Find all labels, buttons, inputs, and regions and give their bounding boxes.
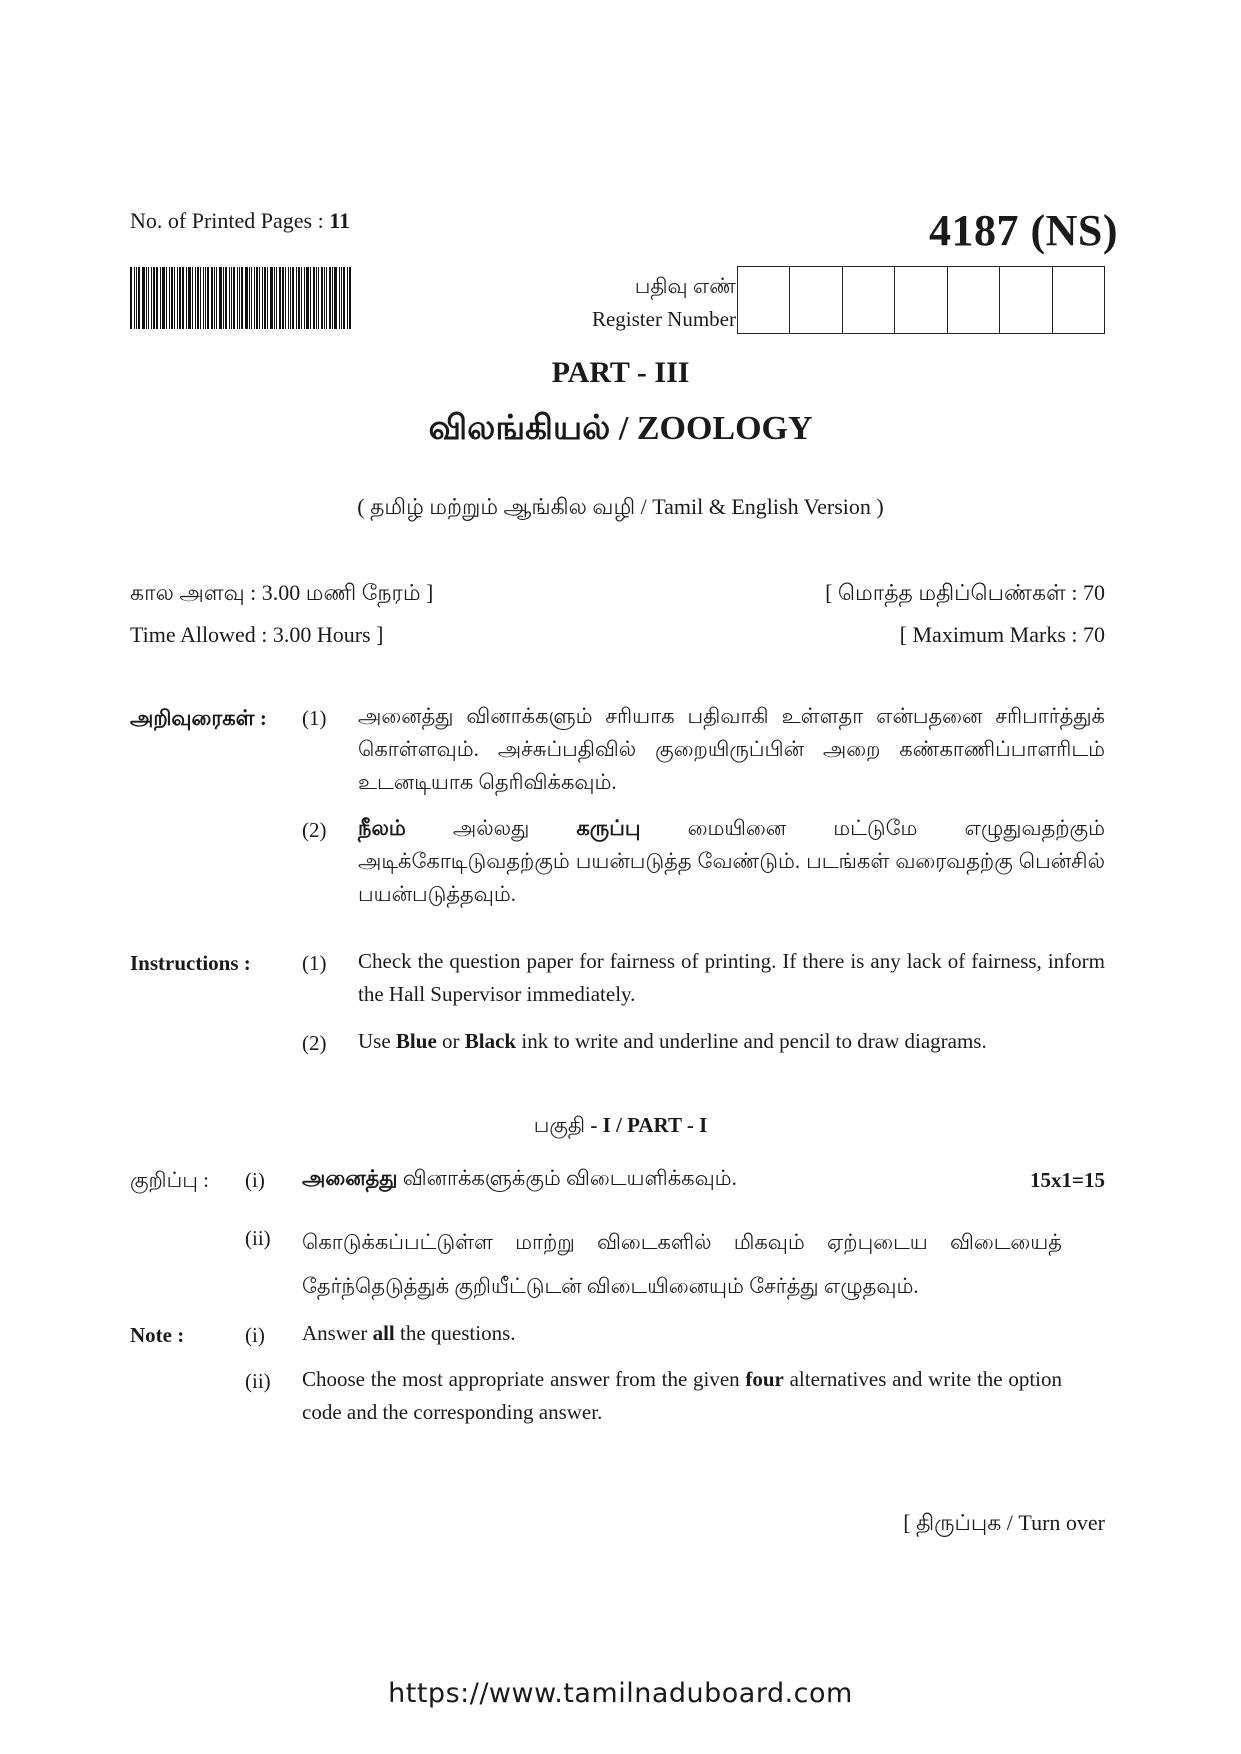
register-digit-box [790,267,842,333]
register-digit-box [843,267,895,333]
note-number: (i) [245,1168,265,1192]
barcode-bar [301,267,302,329]
instructions-tamil-label: அறிவுரைகள் : [130,706,267,730]
barcode-bar [256,267,258,329]
instruction-tamil-1: அனைத்து வினாக்களும் சரியாக பதிவாகி உள்ளதா என்பதனை சரிபார்த்துக் கொள்ளவும். அச்சுப்பதிவில் குறையிருப்பின் அறை கண்காணிப்பாளரிடம் உடனடியாக தெரிவிக்கவும். [358,704,1105,794]
barcode-bar [262,267,263,329]
barcode-bar [130,267,132,329]
barcode-bar [162,267,165,329]
version-line: ( தமிழ் மற்றும் ஆங்கில வழி / Tamil & English Version ) [357,494,884,519]
barcode-bar [211,267,213,329]
subject-title: விலங்கியல் / ZOOLOGY [428,410,813,447]
blue-ink-word: நீலம் [358,816,406,840]
barcode-bar [138,267,140,329]
barcode-bar [156,267,158,329]
instruction-number: (2) [302,1031,327,1055]
printed-pages-label: No. of Printed Pages : [130,208,324,233]
barcode-bar [288,267,289,329]
barcode-bar [223,267,224,329]
barcode-bar [188,267,191,329]
paper-code: 4187 (NS) [928,206,1118,255]
register-number-label [592,270,736,336]
register-digit-box [738,267,790,333]
barcode-bar [259,267,260,329]
barcode-bar [174,267,175,329]
note-number: (i) [245,1323,265,1347]
barcode-bar [177,267,178,329]
barcode-bar [241,267,243,329]
barcode-bar [205,267,206,329]
printed-pages-value: 11 [329,208,350,233]
instruction-english-2: Use Blue or Black ink to write and underline and pencil to draw diagrams. [358,1029,987,1053]
note-number: (ii) [245,1226,271,1250]
barcode-bar [321,267,323,329]
barcode-bar [304,267,305,329]
barcode-bar [214,267,215,329]
register-digit-box [948,267,1000,333]
register-digit-box [1000,267,1052,333]
time-allowed-tamil: கால அளவு : 3.00 மணி நேரம் ] [130,580,434,605]
section-title-tamil: பகுதி [533,1113,586,1137]
max-marks-english: [ Maximum Marks : 70 [899,622,1105,647]
barcode-bar [179,267,181,329]
barcode-bar [134,267,135,329]
barcode-bar [267,267,268,329]
barcode-bar [200,267,201,329]
barcode-bar [251,267,252,329]
register-number-boxes [737,266,1105,334]
barcode-bar [274,267,275,329]
barcode-bar [306,267,309,329]
barcode-bar [282,267,284,329]
barcode-bar [292,267,294,329]
barcode-bar [195,267,196,329]
barcode-bar [182,267,184,329]
barcode-bar [216,267,217,329]
barcode [130,267,360,329]
barcode-bar [219,267,222,329]
barcode-bar [249,267,250,329]
barcode-bar [316,267,317,329]
instructions-english-label: Instructions : [130,951,251,975]
barcode-bar [229,267,230,329]
time-allowed-english: Time Allowed : 3.00 Hours ] [130,622,384,647]
note-english-label: Note : [130,1323,185,1347]
barcode-bar [343,267,345,329]
max-marks-tamil: [ மொத்த மதிப்பெண்கள் : 70 [825,580,1105,605]
register-digit-box [895,267,947,333]
barcode-bar [264,267,266,329]
part-title: PART - III [551,356,690,389]
instruction-number: (1) [302,951,327,975]
note-tamil-1: அனைத்து வினாக்களுக்கும் விடையளிக்கவும். [302,1166,737,1190]
black-ink-word: கருப்பு [576,816,641,840]
note-number: (ii) [245,1369,271,1393]
barcode-bar [341,267,342,329]
barcode-bar [237,267,238,329]
barcode-bar [136,267,137,329]
barcode-bar [231,267,232,329]
barcode-bar [146,267,147,329]
section-title-english: - I / PART - I [585,1113,708,1137]
barcode-bar [332,267,333,329]
barcode-bar [324,267,325,329]
barcode-bar [270,267,273,329]
barcode-bar [233,267,235,329]
barcode-bar [239,267,240,329]
barcode-bar [290,267,291,329]
printed-pages [130,208,350,234]
barcode-bar [186,267,187,329]
instruction-number: (1) [302,706,327,730]
section-marks: 15x1=15 [1030,1168,1105,1192]
barcode-bar [296,267,297,329]
section-heading [0,1113,1241,1140]
barcode-bar [318,267,319,329]
barcode-bar [313,267,315,329]
barcode-bar [153,267,155,329]
barcode-bar [347,267,348,329]
barcode-bar [245,267,248,329]
barcode-bar [171,267,173,329]
barcode-bar [276,267,277,329]
note-tamil-label: குறிப்பு : [130,1168,209,1192]
barcode-bar [326,267,327,329]
barcode-bar [192,267,193,329]
note-english-1: Answer all the questions. [302,1321,516,1345]
barcode-bar [207,267,209,329]
barcode-bar [151,267,152,329]
instruction-english-1: Check the question paper for fairness of printing. If there is any lack of fairness, inform the Hall Supervisor immediately. [358,949,1105,1006]
barcode-bar [298,267,300,329]
barcode-bar [254,267,255,329]
barcode-bar [203,267,204,329]
barcode-bar [329,267,331,329]
turn-over: [ திருப்புக / Turn over [903,1510,1105,1535]
barcode-bar [310,267,311,329]
instruction-number: (2) [302,818,327,842]
barcode-bar [160,267,161,329]
barcode-bar [334,267,337,329]
barcode-bar [166,267,167,329]
source-url: https://www.tamilnaduboard.com [388,1678,853,1709]
barcode-bar [148,267,149,329]
note-tamil-2: கொடுக்கப்பட்டுள்ள மாற்று விடைகளில் மிகவும் ஏற்புடைய விடையைத் தேர்ந்தெடுத்துக் குறியீட்டுடன் விடையினையும் சேர்த்து எழுதவும். [302,1230,1062,1298]
register-number-english: Register Number [591,307,736,331]
barcode-bar [142,267,145,329]
register-number-tamil: பதிவு எண் [634,274,736,298]
note-english-2: Choose the most appropriate answer from the given four alternatives and write the option code and the corresponding answer. [302,1367,1062,1424]
barcode-bar [339,267,340,329]
barcode-bar [349,267,351,329]
barcode-bar [285,267,286,329]
register-digit-box [1053,267,1104,333]
barcode-bar [197,267,199,329]
instruction-tamil-2: நீலம் அல்லது கருப்பு மையினை மட்டுமே எழுதுவதற்கும் அடிக்கோடிடுவதற்கும் பயன்படுத்த வேண்டும். படங்கள் வரைவதற்கு பென்சில் பயன்படுத்தவும். [358,816,1105,906]
barcode-bar [225,267,227,329]
barcode-bar [169,267,170,329]
barcode-bar [279,267,281,329]
